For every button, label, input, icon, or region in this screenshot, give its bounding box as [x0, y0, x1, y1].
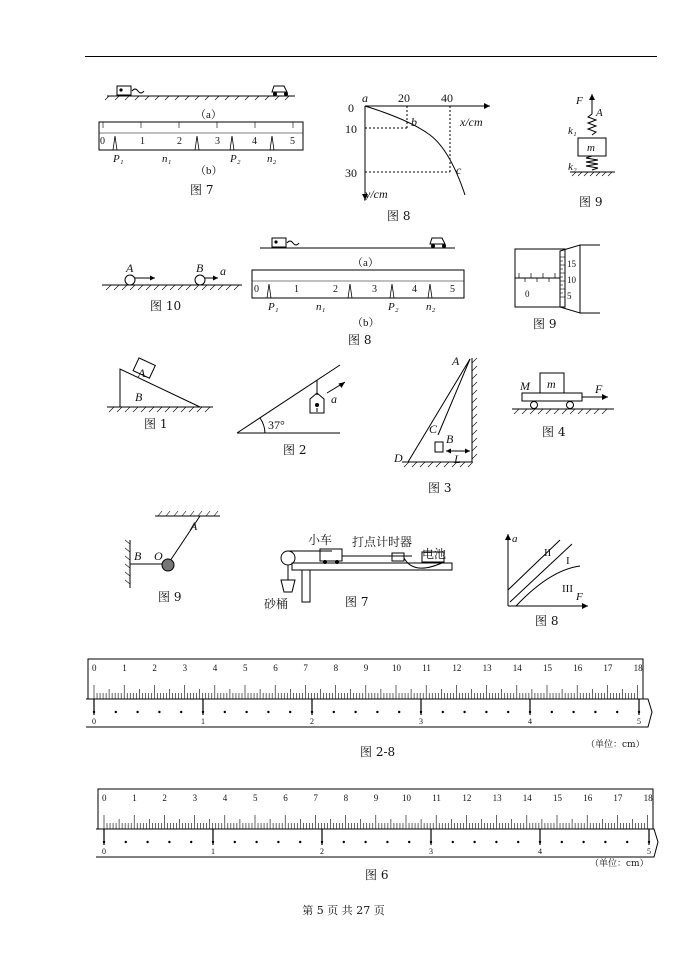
fig8mid-label-b: （b）	[352, 317, 380, 329]
tape-dot	[103, 841, 105, 843]
fig2-accel-a: a	[331, 392, 337, 406]
fig8mid-ruler-0: 0	[254, 284, 259, 295]
figure-3-wall-incline	[390, 355, 490, 470]
ruler-number: 15	[553, 793, 562, 803]
figure-2-incline-acceleration	[235, 355, 345, 435]
tape-dot	[224, 711, 226, 713]
tape-dot	[529, 711, 531, 713]
tape-dot	[616, 711, 618, 713]
fig9-rope-B: B	[134, 549, 142, 563]
figure-2-8-unit: （单位：cm）	[586, 740, 645, 750]
fig10-ball-A: A	[126, 262, 134, 275]
tape-label: 4	[528, 717, 532, 726]
tape-dot	[604, 841, 606, 843]
ruler-number: 16	[573, 663, 583, 673]
tape-dot	[648, 841, 650, 843]
figure-9-rope-ball	[120, 510, 230, 590]
ruler-number: 8	[333, 663, 339, 673]
figure-10-two-balls	[100, 262, 245, 297]
fig10-ball-B: B	[196, 262, 204, 275]
tape-dot	[507, 711, 509, 713]
figure-1-incline-block	[105, 355, 215, 415]
fig7-battery-label: 电池	[422, 547, 447, 561]
fig7-p1: P₁	[113, 153, 124, 165]
fig7-bucket-label: 砂桶	[264, 597, 289, 611]
tape-dot	[398, 711, 400, 713]
tape-dot	[442, 711, 444, 713]
ruler-number: 2	[152, 663, 157, 673]
tape-dot	[473, 841, 475, 843]
fig7-label-b: （b）	[195, 165, 223, 177]
tape-label: 2	[310, 717, 314, 726]
fig8-ytick-30: 30	[345, 166, 357, 180]
fig7-ruler-0: 0	[100, 136, 105, 147]
ruler-number: 10	[392, 663, 401, 673]
tape-dot	[430, 841, 432, 843]
tape-dot	[125, 841, 127, 843]
fig8mid-n1: n₁	[316, 301, 326, 313]
fig7-cart-label: 小车	[308, 533, 333, 547]
figure-8-trajectory-graph	[340, 90, 500, 210]
tape-label: 5	[647, 847, 651, 856]
tape-dot	[561, 841, 563, 843]
ruler-number: 6	[283, 793, 288, 803]
figure-7-tape-ruler	[95, 82, 310, 182]
fig9-rope-A: A	[190, 519, 198, 533]
tape-dot	[311, 711, 313, 713]
fig7-label-a: （a）	[195, 109, 222, 121]
figure-2-8-caption: 图 2-8	[360, 745, 396, 759]
fig3-point-D: D	[394, 451, 403, 465]
page-footer: 第 5 页 共 27 页	[302, 904, 385, 917]
figure-6-unit: （单位：cm）	[590, 859, 649, 869]
figure-10-caption: 图 10	[150, 299, 182, 313]
fig3-point-B: B	[446, 432, 454, 446]
tape-dot	[376, 711, 378, 713]
fig4-force-F: F	[595, 382, 603, 396]
micrometer-5: 5	[567, 291, 572, 301]
ruler-number: 11	[432, 793, 441, 803]
tape-dot	[343, 841, 345, 843]
tape-label: 2	[320, 847, 324, 856]
figure-9-caption: 图 9	[579, 195, 603, 209]
fig7-n1: n₁	[162, 153, 172, 165]
fig8-ylabel: y/cm	[365, 187, 388, 201]
tape-dot	[136, 711, 138, 713]
fig3-length-L: L	[454, 452, 461, 466]
ruler-number: 3	[182, 663, 188, 673]
ruler-number: 4	[212, 663, 218, 673]
figure-8-tape-ruler	[250, 234, 470, 334]
tape-dot	[234, 841, 236, 843]
ruler-number: 13	[482, 663, 492, 673]
fig8-line-II: II	[544, 547, 552, 559]
fig8-xtick-40: 40	[441, 91, 453, 105]
tape-dot	[638, 711, 640, 713]
micrometer-10: 10	[567, 275, 576, 285]
tape-dot	[364, 841, 366, 843]
ruler-number: 5	[253, 793, 258, 803]
tape-dot	[551, 711, 553, 713]
ruler-number: 12	[452, 663, 462, 673]
fig8-origin: 0	[348, 101, 354, 115]
fig3-point-C: C	[429, 422, 438, 436]
fig4-block-m: m	[547, 377, 556, 391]
fig9-k1: k₁	[568, 125, 577, 137]
micrometer-zero: 0	[525, 289, 530, 299]
figure-9-spring-system	[560, 92, 620, 192]
tape-dot	[146, 841, 148, 843]
figure-7-cart-caption: 图 7	[345, 595, 369, 609]
ruler-number: 3	[192, 793, 198, 803]
figure-1-caption: 图 1	[144, 417, 168, 431]
fig8mid-p1: P₁	[268, 301, 279, 313]
figure-2-8-ruler-tape	[86, 657, 658, 737]
tape-label: 3	[419, 717, 423, 726]
ruler-number: 17	[613, 793, 623, 803]
tape-label: 1	[211, 847, 215, 856]
fig2-angle: 37°	[268, 418, 285, 432]
fig8mid-p2: P₂	[388, 301, 399, 313]
fig1-incline-B: B	[135, 390, 143, 404]
ruler-number: 13	[492, 793, 502, 803]
fig7-ruler-4: 4	[252, 136, 257, 147]
fig8mid-ruler-5: 5	[450, 284, 455, 295]
tape-dot	[158, 711, 160, 713]
tape-dot	[572, 711, 574, 713]
tape-dot	[408, 841, 410, 843]
ruler-number: 14	[522, 793, 532, 803]
tape-dot	[202, 711, 204, 713]
ruler-number: 0	[102, 793, 107, 803]
tape-dot	[539, 841, 541, 843]
ruler-number: 5	[243, 663, 248, 673]
fig8mid-ruler-3: 3	[372, 284, 377, 295]
ruler-number: 0	[92, 663, 97, 673]
fig8mid-label-a: （a）	[352, 257, 379, 269]
fig8mid-n2: n₂	[426, 301, 436, 313]
fig8mid-ruler-1: 1	[294, 284, 299, 295]
fig9-k2: k₂	[568, 161, 577, 173]
figure-6-caption: 图 6	[365, 868, 389, 882]
tape-dot	[626, 841, 628, 843]
tape-dot	[420, 711, 422, 713]
tape-label: 1	[201, 717, 205, 726]
fig7-p2: P₂	[230, 153, 241, 165]
figure-7-caption: 图 7	[190, 183, 214, 197]
ruler-number: 12	[462, 793, 472, 803]
tape-dot	[517, 841, 519, 843]
tape-dot	[299, 841, 301, 843]
tape-dot	[277, 841, 279, 843]
ruler-number: 14	[512, 663, 522, 673]
figure-4-caption: 图 4	[542, 425, 566, 439]
fig4-cart-M: M	[520, 379, 530, 393]
ruler-number: 9	[363, 663, 369, 673]
tape-dot	[354, 711, 356, 713]
fig8mid-ruler-4: 4	[412, 284, 417, 295]
figure-8-mid-caption: 图 8	[348, 333, 372, 347]
fig10-accel-a: a	[220, 264, 226, 278]
figure-8-caption: 图 8	[387, 209, 411, 223]
figure-4-cart-block	[510, 368, 620, 418]
tape-dot	[495, 841, 497, 843]
fig8-line-III: III	[562, 583, 573, 595]
figure-8-lines-caption: 图 8	[535, 614, 559, 628]
fig7-timer-label: 打点计时器	[352, 535, 413, 549]
ruler-number: 10	[402, 793, 411, 803]
tape-dot	[321, 841, 323, 843]
tape-dot	[93, 711, 95, 713]
ruler-number: 18	[633, 663, 643, 673]
tape-dot	[180, 711, 182, 713]
ruler-number: 6	[273, 663, 278, 673]
tape-label: 0	[102, 847, 106, 856]
fig1-block-A: A	[138, 366, 146, 380]
tape-label: 3	[429, 847, 433, 856]
ruler-number: 15	[543, 663, 552, 673]
ruler-number: 16	[583, 793, 593, 803]
fig8-ytick-10: 10	[345, 122, 357, 136]
tape-dot	[463, 711, 465, 713]
fig8-xlabel: x/cm	[460, 115, 483, 129]
ruler-number: 17	[603, 663, 613, 673]
fig7-n2: n₂	[267, 153, 277, 165]
tape-dot	[594, 711, 596, 713]
ruler-number: 9	[373, 793, 379, 803]
figure-2-caption: 图 2	[283, 443, 307, 457]
figure-9-rope-caption: 图 9	[158, 590, 182, 604]
tape-dot	[582, 841, 584, 843]
tape-dot	[168, 841, 170, 843]
ruler-number: 7	[313, 793, 318, 803]
fig9-force-F: F	[576, 95, 583, 107]
tape-dot	[386, 841, 388, 843]
tape-dot	[289, 711, 291, 713]
fig7-ruler-2: 2	[177, 136, 182, 147]
figure-6-ruler-tape	[96, 787, 668, 867]
ruler-number: 4	[222, 793, 228, 803]
fig8-point-b: b	[411, 115, 417, 129]
fig8-axis-a: a	[512, 533, 518, 545]
ruler-number: 8	[343, 793, 349, 803]
ruler-number: 11	[422, 663, 431, 673]
ruler-number: 2	[162, 793, 167, 803]
fig8mid-ruler-2: 2	[333, 284, 338, 295]
tape-dot	[245, 711, 247, 713]
tape-dot	[190, 841, 192, 843]
ruler-number: 1	[122, 663, 127, 673]
tape-dot	[115, 711, 117, 713]
fig7-ruler-5: 5	[290, 136, 295, 147]
tape-dot	[212, 841, 214, 843]
ruler-number: 7	[303, 663, 308, 673]
fig9-mass-m: m	[587, 142, 595, 154]
micrometer-15: 15	[567, 259, 576, 269]
fig3-point-A: A	[452, 355, 460, 368]
figure-3-caption: 图 3	[428, 481, 452, 495]
tape-dot	[485, 711, 487, 713]
tape-label: 4	[538, 847, 542, 856]
tape-label: 5	[637, 717, 641, 726]
tape-dot	[452, 841, 454, 843]
tape-dot	[267, 711, 269, 713]
ruler-number: 1	[132, 793, 137, 803]
fig8-point-c: c	[456, 163, 462, 177]
fig8-axis-F: F	[576, 591, 583, 603]
fig9-ball-O: O	[154, 549, 163, 563]
tape-label: 0	[92, 717, 96, 726]
figure-9-micrometer-caption: 图 9	[533, 317, 557, 331]
fig7-ruler-1: 1	[140, 136, 145, 147]
fig8-point-a: a	[362, 91, 368, 105]
figure-8-aF-graph	[500, 530, 590, 610]
fig8-xtick-20: 20	[398, 91, 410, 105]
fig8-line-I: I	[566, 555, 570, 567]
tape-dot	[255, 841, 257, 843]
figure-9-micrometer	[505, 243, 605, 315]
header-rule	[85, 56, 657, 57]
fig9-point-A: A	[596, 107, 603, 119]
ruler-number: 18	[643, 793, 653, 803]
tape-dot	[333, 711, 335, 713]
fig7-ruler-3: 3	[215, 136, 220, 147]
